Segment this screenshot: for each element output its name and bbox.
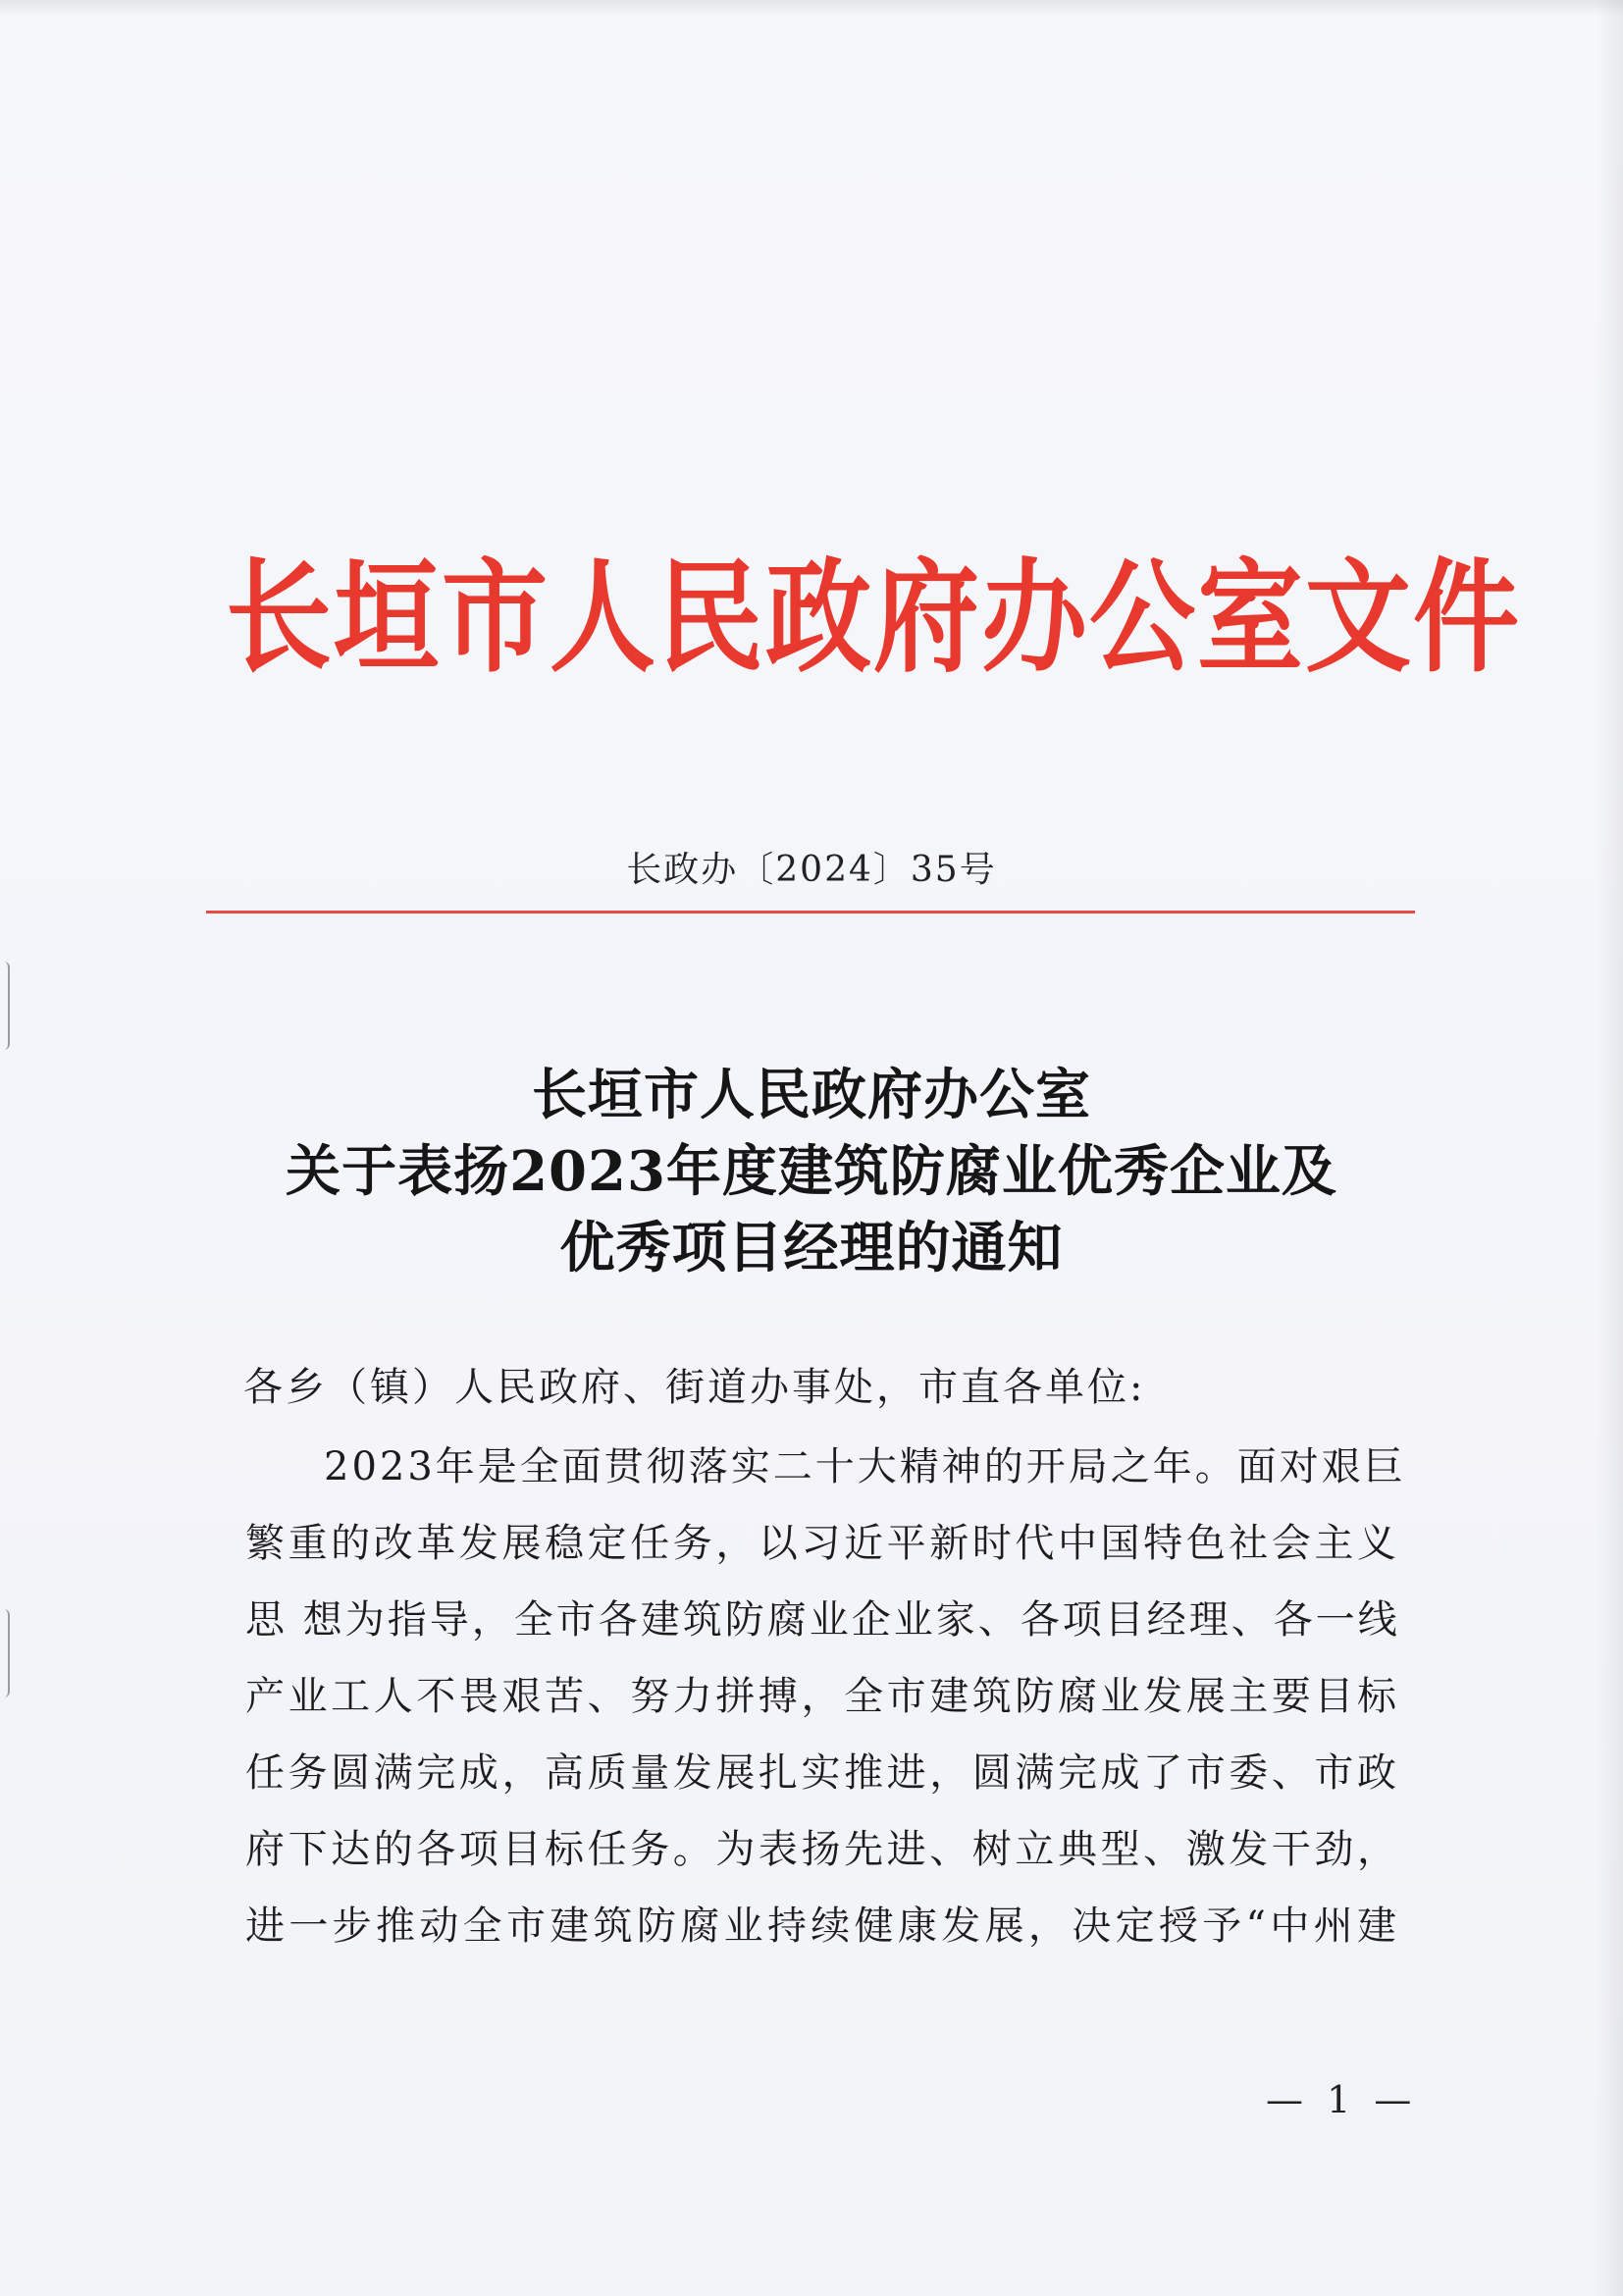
body-line-7: 进一步推动全市建筑防腐业持续健康发展，决定授予“中州建 (245, 1904, 1399, 1949)
body-line-3: 思 想为指导，全市各建筑防腐业企业家、各项目经理、各一线 (245, 1597, 1400, 1643)
salutation: 各乡（镇）人民政府、街道办事处，市直各单位: (243, 1365, 1146, 1410)
scan-shadow-top (0, 0, 1623, 16)
notice-title-line-1: 长垣市人民政府办公室 (532, 1063, 1091, 1127)
document-number: 长政办〔2024〕35号 (626, 850, 997, 890)
masthead-title: 长垣市人民政府办公室文件 (226, 547, 1522, 690)
notice-title-line-3: 优秀项目经理的通知 (559, 1216, 1064, 1280)
binding-hole-mark (0, 962, 10, 1050)
notice-title-line-2: 关于表扬2023年度建筑防腐业优秀企业及 (286, 1139, 1337, 1204)
red-separator-rule (206, 911, 1415, 913)
body-line-6: 府下达的各项目标任务。为表扬先进、树立典型、激发干劲， (245, 1827, 1399, 1872)
binding-hole-mark (0, 1609, 10, 1697)
body-line-2: 繁重的改革发展稳定任务，以习近平新时代中国特色社会主义 (245, 1521, 1399, 1566)
page-number: — 1 — (1266, 2078, 1418, 2121)
body-line-4: 产业工人不畏艰苦、努力拼搏，全市建筑防腐业发展主要目标 (245, 1674, 1399, 1719)
body-line-1: 2023年是全面贯彻落实二十大精神的开局之年。面对艰巨 (324, 1444, 1406, 1489)
body-line-5: 任务圆满完成，高质量发展扎实推进，圆满完成了市委、市政 (245, 1750, 1399, 1796)
